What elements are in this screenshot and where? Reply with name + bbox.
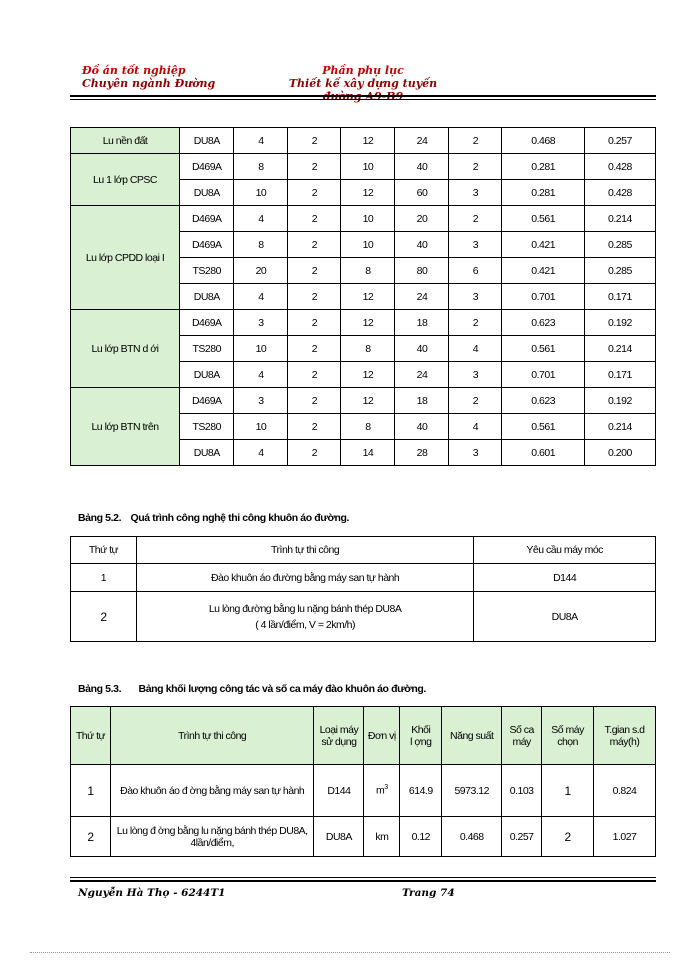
table1-cell-c3: 8	[341, 414, 395, 440]
table3-unit-cell	[364, 765, 400, 817]
table1-cell-c5: 4	[449, 414, 502, 440]
table1-cell-c6: 0.281	[502, 180, 584, 206]
table1-cell-c2: 2	[288, 310, 341, 336]
table1-cell-c3: 14	[341, 440, 395, 466]
table1-cell-c1: 4	[234, 440, 288, 466]
table-row	[71, 310, 656, 336]
process-table	[70, 536, 656, 642]
footer-author: Nguyễn Hà Thọ - 6244T1	[78, 887, 226, 899]
table1-cell-c6: 0.468	[502, 128, 584, 154]
table3-header-volume-l2: l ợng	[410, 735, 432, 748]
header-rule-thin	[70, 99, 656, 100]
table1-cell-c2: 2	[288, 154, 341, 180]
table2-machine: DU8A	[474, 592, 656, 642]
table1-cell-c7: 0.200	[584, 440, 655, 466]
table1-cell-c3: 8	[341, 258, 395, 284]
table3-unit: m	[376, 784, 385, 797]
table-row	[71, 765, 656, 817]
table1-cell-c1: 10	[234, 180, 288, 206]
table3-caption	[78, 683, 426, 695]
table2-header-order: Thứ tự	[71, 537, 137, 564]
table3-productivity: 0.468	[442, 817, 502, 857]
table2-machine: D144	[474, 564, 656, 592]
table3-header-volume	[400, 707, 442, 765]
table3-machine: D144	[314, 765, 364, 817]
header-left	[82, 64, 215, 90]
table1-cell-c6: 0.561	[502, 206, 584, 232]
table1-cell-c6: 0.561	[502, 414, 584, 440]
table1-cell-c2: 2	[288, 440, 341, 466]
table3-header-volume-l1: Khối	[411, 723, 431, 736]
table1-cell-c7: 0.214	[584, 414, 655, 440]
table-row	[71, 128, 656, 154]
table3-shifts: 0.257	[502, 817, 542, 857]
footer-rule-thin	[70, 877, 656, 878]
table2-caption-number: Bảng 5.2.	[78, 512, 122, 524]
table2-caption	[78, 512, 349, 524]
table3-productivity: 5973.12	[442, 765, 502, 817]
table3-header-time-l2: máy(h)	[609, 735, 640, 748]
table1-cell-c4: 80	[395, 258, 449, 284]
table1-cell-c7: 0.192	[584, 388, 655, 414]
table3-header-unit: Đơn vị	[364, 707, 400, 765]
table1-cell-c1: 4	[234, 362, 288, 388]
table1-cell-c3: 10	[341, 206, 395, 232]
table3-time: 1.027	[594, 817, 656, 857]
table1-cell-c6: 0.701	[502, 362, 584, 388]
table3-header-time-l1: T.gian s.d	[604, 723, 645, 736]
table3-header-machine	[314, 707, 364, 765]
footer-rule-thick	[70, 880, 656, 882]
header-project-label: Thiết kế xây dựng tuyến đường A9-B9	[288, 77, 438, 103]
table1-cell-c6: 0.421	[502, 232, 584, 258]
table3-header-shifts	[502, 707, 542, 765]
header-section-label: Phần phụ lục	[322, 64, 404, 77]
table3-header-machine-l2: sử dụng	[321, 735, 357, 748]
table1-cell-c1: 4	[234, 206, 288, 232]
table1-cell-c1: 8	[234, 154, 288, 180]
table1-cell-c2: 2	[288, 362, 341, 388]
table1-cell-c4: 24	[395, 128, 449, 154]
table1-cell-c7: 0.285	[584, 232, 655, 258]
table1-cell-c5: 3	[449, 180, 502, 206]
table1-cell-c1: 4	[234, 284, 288, 310]
table1-cell-c2: 2	[288, 180, 341, 206]
table2-step: Đào khuôn áo đường bằng máy san tự hành	[136, 564, 473, 592]
table1-cell-c2: 2	[288, 388, 341, 414]
table1-cell-c7: 0.257	[584, 128, 655, 154]
table1-cell-machine: D469A	[180, 232, 234, 258]
table1-cell-c6: 0.561	[502, 336, 584, 362]
table3-order: 1	[71, 765, 111, 817]
table2-order: 1	[71, 564, 137, 592]
table1-cell-c3: 10	[341, 232, 395, 258]
table1-cell-machine: TS280	[180, 414, 234, 440]
table1-cell-machine: D469A	[180, 154, 234, 180]
table1-cell-c2: 2	[288, 284, 341, 310]
table3-header-productivity: Năng suất	[442, 707, 502, 765]
table1-cell-c7: 0.428	[584, 180, 655, 206]
header-major-label: Chuyên ngành Đường	[82, 77, 216, 90]
table1-cell-machine: D469A	[180, 388, 234, 414]
table2-caption-text: Quá trình công nghệ thi công khuôn áo đường.	[130, 512, 350, 524]
table1-cell-c4: 20	[395, 206, 449, 232]
table-row	[71, 564, 656, 592]
table2-step-cell	[136, 592, 473, 642]
table3-header-time	[594, 707, 656, 765]
table-row	[71, 817, 656, 857]
table1-cell-c5: 3	[449, 284, 502, 310]
table1-cell-c5: 4	[449, 336, 502, 362]
table1-cell-c4: 18	[395, 388, 449, 414]
table3-shifts: 0.103	[502, 765, 542, 817]
table2-header-machine: Yêu cầu máy móc	[474, 537, 656, 564]
table1-cell-c6: 0.623	[502, 388, 584, 414]
table1-cell-c5: 2	[449, 154, 502, 180]
table1-cell-c5: 6	[449, 258, 502, 284]
table3-header-selected-l2: chọn	[557, 735, 578, 748]
table1-cell-machine: D469A	[180, 206, 234, 232]
table1-cell-c4: 24	[395, 284, 449, 310]
table3-header-shifts-l2: máy	[512, 735, 531, 748]
table1-cell-c2: 2	[288, 336, 341, 362]
table3-unit-sup: 3	[384, 784, 388, 792]
table1-cell-machine: D469A	[180, 310, 234, 336]
table1-cell-c3: 8	[341, 336, 395, 362]
table1-cell-c2: 2	[288, 128, 341, 154]
table1-cell-c7: 0.192	[584, 310, 655, 336]
table1-cell-c6: 0.421	[502, 258, 584, 284]
table1-group-label: Lu nền đất	[71, 128, 180, 154]
table1-cell-c4: 28	[395, 440, 449, 466]
table1-cell-c5: 2	[449, 388, 502, 414]
table3-machine: DU8A	[314, 817, 364, 857]
table-row	[71, 388, 656, 414]
table1-cell-c2: 2	[288, 414, 341, 440]
table1-cell-c1: 8	[234, 232, 288, 258]
table1-cell-c4: 60	[395, 180, 449, 206]
table1-cell-c3: 12	[341, 388, 395, 414]
roller-table	[70, 127, 656, 466]
table1-cell-c1: 10	[234, 336, 288, 362]
table1-cell-c3: 12	[341, 128, 395, 154]
table3-step: Lu lòng đ ờng bằng lu nặng bánh thép DU8A,	[116, 824, 308, 837]
table1-cell-c3: 10	[341, 154, 395, 180]
table2-order: 2	[71, 592, 137, 642]
table1-cell-machine: TS280	[180, 258, 234, 284]
table1-cell-c2: 2	[288, 232, 341, 258]
table1-cell-machine: DU8A	[180, 440, 234, 466]
table1-cell-c4: 24	[395, 362, 449, 388]
table1-cell-c7: 0.428	[584, 154, 655, 180]
table1-cell-c4: 40	[395, 414, 449, 440]
table1-cell-c5: 3	[449, 362, 502, 388]
table1-cell-c1: 10	[234, 414, 288, 440]
table1-cell-c6: 0.281	[502, 154, 584, 180]
table1-cell-c6: 0.623	[502, 310, 584, 336]
table3-step-detail: 4lần/điểm,	[190, 836, 234, 849]
table1-cell-c6: 0.601	[502, 440, 584, 466]
header-rule-thick	[70, 95, 656, 97]
table1-cell-machine: DU8A	[180, 180, 234, 206]
table-row	[71, 592, 656, 642]
volume-table	[70, 706, 656, 857]
table3-unit: km	[364, 817, 400, 857]
table1-cell-c1: 3	[234, 310, 288, 336]
table2-step: Lu lòng đường bằng lu nặng bánh thép DU8A	[208, 602, 402, 615]
table1-cell-c4: 40	[395, 154, 449, 180]
table2-step-detail: ( 4 lần/điểm, V = 2km/h)	[255, 618, 355, 631]
table3-header-selected	[542, 707, 594, 765]
table1-cell-c7: 0.214	[584, 206, 655, 232]
table1-cell-c5: 2	[449, 310, 502, 336]
table-row	[71, 206, 656, 232]
table1-group-label: Lu 1 lớp CPSC	[71, 154, 180, 206]
table1-cell-c6: 0.701	[502, 284, 584, 310]
table3-caption-number: Bảng 5.3.	[78, 683, 122, 695]
table1-cell-c2: 2	[288, 258, 341, 284]
table3-volume: 614.9	[400, 765, 442, 817]
footer-page-number: Trang 74	[402, 887, 455, 899]
table1-cell-c1: 20	[234, 258, 288, 284]
header-center	[278, 64, 448, 103]
page-bottom-divider	[30, 952, 670, 953]
table1-cell-c4: 40	[395, 232, 449, 258]
table1-cell-c7: 0.285	[584, 258, 655, 284]
table1-cell-c5: 2	[449, 128, 502, 154]
table1-cell-c7: 0.171	[584, 284, 655, 310]
table3-order: 2	[71, 817, 111, 857]
table1-cell-c2: 2	[288, 206, 341, 232]
table1-cell-c5: 2	[449, 206, 502, 232]
table3-volume: 0.12	[400, 817, 442, 857]
table1-cell-c4: 18	[395, 310, 449, 336]
table3-time: 0.824	[594, 765, 656, 817]
table3-step: Đào khuôn áo đ ờng bằng máy san tự hành	[110, 765, 314, 817]
table1-cell-c3: 12	[341, 180, 395, 206]
table1-cell-c1: 4	[234, 128, 288, 154]
header-thesis-label: Đồ án tốt nghiệp	[82, 64, 186, 77]
table1-cell-machine: TS280	[180, 336, 234, 362]
table1-cell-c4: 40	[395, 336, 449, 362]
table1-cell-c3: 12	[341, 362, 395, 388]
table3-step-cell	[110, 817, 314, 857]
table1-group-label: Lu lớp CPDD loại I	[71, 206, 180, 310]
table3-caption-text: Bảng khối lượng công tác và số ca máy đào khuôn áo đường.	[138, 683, 426, 695]
table3-selected: 1	[542, 765, 594, 817]
table1-cell-machine: DU8A	[180, 284, 234, 310]
table3-header-step: Trình tự thi công	[110, 707, 314, 765]
table1-cell-c3: 12	[341, 310, 395, 336]
table1-group-label: Lu lớp BTN d ới	[71, 310, 180, 388]
table3-header-selected-l1: Số máy	[551, 723, 584, 736]
table3-header-order: Thứ tự	[71, 707, 111, 765]
table1-cell-c7: 0.214	[584, 336, 655, 362]
table1-cell-c5: 3	[449, 232, 502, 258]
table-row	[71, 154, 656, 180]
table1-cell-c5: 3	[449, 440, 502, 466]
table1-cell-c7: 0.171	[584, 362, 655, 388]
table1-cell-c1: 3	[234, 388, 288, 414]
table2-header-step: Trình tự thi công	[136, 537, 473, 564]
table3-header-machine-l1: Loại máy	[319, 723, 359, 736]
table1-cell-c3: 12	[341, 284, 395, 310]
table1-cell-machine: DU8A	[180, 362, 234, 388]
table1-cell-machine: DU8A	[180, 128, 234, 154]
table3-selected: 2	[542, 817, 594, 857]
table3-header-shifts-l1: Số ca	[509, 723, 534, 736]
table1-group-label: Lu lớp BTN trên	[71, 388, 180, 466]
